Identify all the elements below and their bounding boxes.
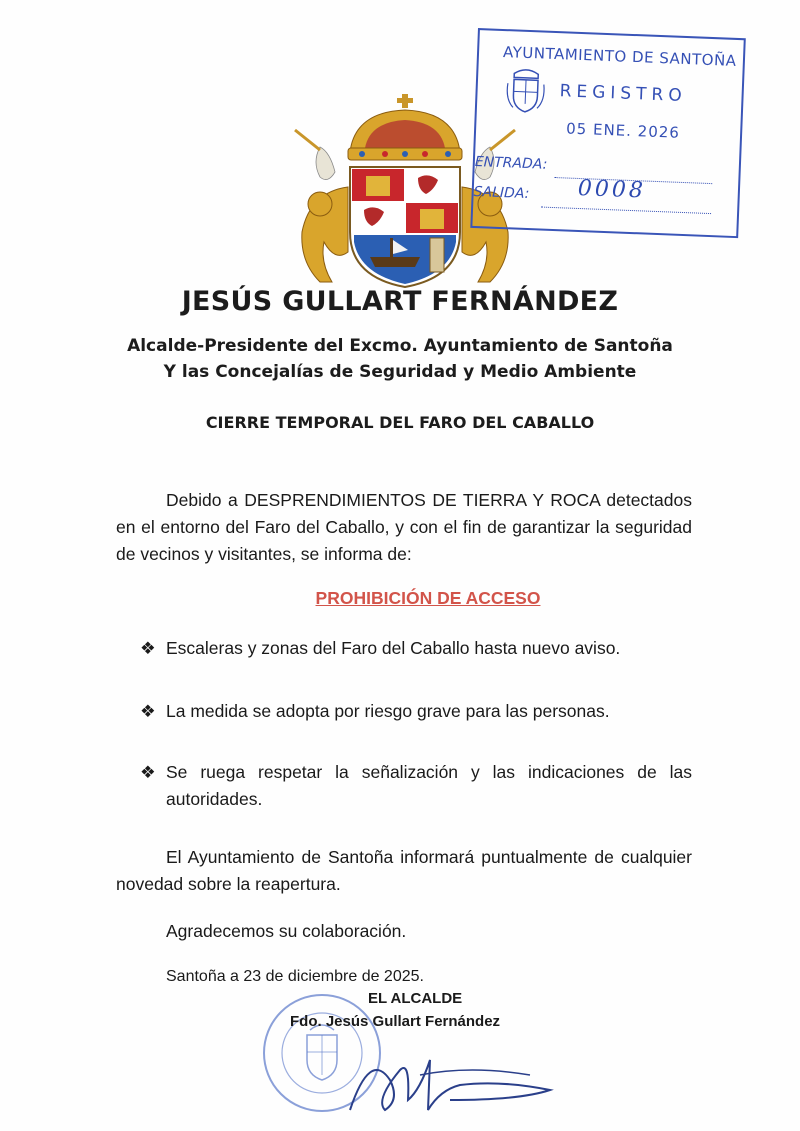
stamp-city: AYUNTAMIENTO DE SANTOÑA <box>502 42 737 70</box>
list-item-text: La medida se adopta por riesgo grave para las personas. <box>166 701 610 721</box>
stamp-salida-label: SALIDA: <box>473 183 530 203</box>
stamp-number: 0008 <box>577 175 647 204</box>
registry-stamp <box>470 28 748 240</box>
signatory-name: Fdo. Jesús Gullart Fernández <box>290 1013 501 1030</box>
stamp-registry: REGISTRO <box>559 81 688 107</box>
diamond-bullet-icon: ❖ <box>140 701 156 721</box>
stamp-date: 05 ENE. 2026 <box>565 119 681 142</box>
list-item <box>140 759 692 813</box>
list-item-text: Se ruega respetar la señalización y las indicaciones de las autoridades. <box>166 762 692 809</box>
place-and-date: Santoña a 23 de diciembre de 2025. <box>166 968 424 985</box>
stamp-entrada-label: ENTRADA: <box>474 153 548 173</box>
list-item <box>140 698 692 725</box>
mayor-name: JESÚS GULLART FERNÁNDEZ <box>181 286 619 317</box>
thanks-paragraph: Agradecemos su colaboración. <box>166 921 407 941</box>
handwritten-signature <box>330 1040 560 1120</box>
stamp-crest-icon <box>505 63 547 114</box>
prohibition-heading: PROHIBICIÓN DE ACCESO <box>315 588 541 608</box>
signatory-title: EL ALCALDE <box>368 990 463 1007</box>
diamond-bullet-icon: ❖ <box>140 638 156 658</box>
info-paragraph: El Ayuntamiento de Santoña informará puntualmente de cualquier novedad sobre la reapertura. <box>116 847 692 894</box>
intro-paragraph: Debido a DESPRENDIMIENTOS DE TIERRA Y ROCA detectados en el entorno del Faro del Caballo, y con el fin de garantizar la seguridad de vecinos y visitantes, se informa de: <box>116 490 692 564</box>
diamond-bullet-icon: ❖ <box>140 762 156 782</box>
document-subject: CIERRE TEMPORAL DEL FARO DEL CABALLO <box>205 413 595 432</box>
list-item-text: Escaleras y zonas del Faro del Caballo hasta nuevo aviso. <box>166 638 621 658</box>
mayor-role-line1: Alcalde-Presidente del Excmo. Ayuntamiento de Santoña <box>127 336 673 356</box>
list-item <box>140 635 692 662</box>
mayor-role-line2: Y las Concejalías de Seguridad y Medio Ambiente <box>163 362 637 382</box>
